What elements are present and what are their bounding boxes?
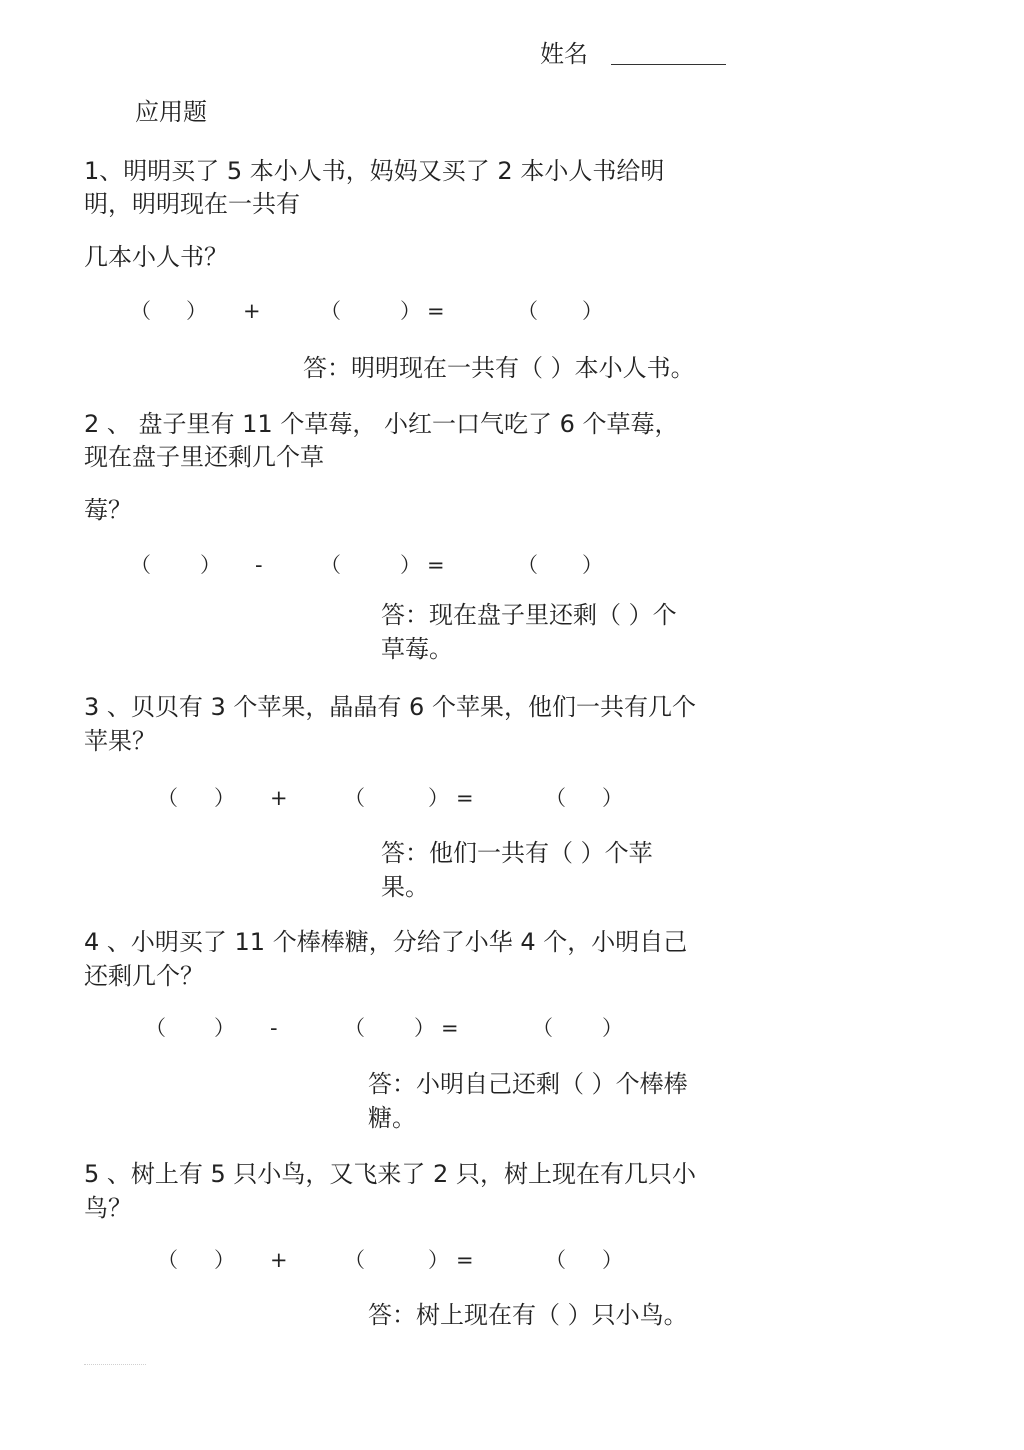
section-title: 应用题 (135, 98, 207, 126)
problem-2-question-line-2: 现在盘子里还剩几个草 (84, 443, 324, 471)
equals-sign: = (427, 553, 445, 577)
blank-open-paren[interactable]: （ (130, 299, 151, 323)
problem-5-answer: 答：树上现在有（ ）只小鸟。 (368, 1301, 688, 1329)
blank-open-paren[interactable]: （ (145, 1016, 166, 1040)
problem-2-answer-line-2: 草莓。 (381, 635, 453, 663)
blank-close-paren[interactable]: ） (428, 786, 449, 810)
problem-1-answer: 答：明明现在一共有（ ）本小人书。 (303, 354, 695, 382)
problem-2-answer-line-1: 答：现在盘子里还剩（ ）个 (381, 601, 677, 629)
blank-close-paren[interactable]: ） (214, 1016, 235, 1040)
blank-open-paren[interactable]: （ (545, 786, 566, 810)
footer-faint-mark (84, 1364, 146, 1365)
minus-operator: - (255, 553, 263, 577)
blank-open-paren[interactable]: （ (320, 299, 341, 323)
blank-close-paren[interactable]: ） (582, 299, 603, 323)
problem-1-question-line-1: 1、明明买了 5 本小人书，妈妈又买了 2 本小人书给明 (84, 157, 665, 185)
plus-operator: + (243, 299, 261, 323)
problem-4-answer-line-1: 答：小明自己还剩（ ）个棒棒 (368, 1070, 688, 1098)
problem-2-question-line-3: 莓？ (84, 496, 132, 524)
minus-operator: - (270, 1016, 278, 1040)
blank-close-paren[interactable]: ） (400, 299, 421, 323)
problem-5-question-line-2: 鸟？ (84, 1194, 132, 1222)
problem-5-question-line-1: 5 、树上有 5 只小鸟，又飞来了 2 只，树上现在有几只小 (84, 1160, 696, 1188)
problem-4-answer-line-2: 糖。 (368, 1104, 416, 1132)
blank-open-paren[interactable]: （ (320, 553, 341, 577)
equals-sign: = (456, 786, 474, 810)
problem-3-answer-line-2: 果。 (381, 873, 429, 901)
blank-open-paren[interactable]: （ (344, 786, 365, 810)
blank-close-paren[interactable]: ） (602, 1016, 623, 1040)
blank-open-paren[interactable]: （ (517, 553, 538, 577)
problem-1-question-line-2: 明，明明现在一共有 (84, 190, 300, 218)
blank-open-paren[interactable]: （ (344, 1248, 365, 1272)
equals-sign: = (441, 1016, 459, 1040)
name-blank-line[interactable] (611, 64, 726, 65)
blank-open-paren[interactable]: （ (130, 553, 151, 577)
blank-open-paren[interactable]: （ (157, 786, 178, 810)
blank-close-paren[interactable]: ） (414, 1016, 435, 1040)
blank-close-paren[interactable]: ） (214, 786, 235, 810)
blank-close-paren[interactable]: ） (186, 299, 207, 323)
problem-3-question-line-2: 苹果？ (84, 727, 156, 755)
blank-close-paren[interactable]: ） (400, 553, 421, 577)
blank-close-paren[interactable]: ） (602, 1248, 623, 1272)
blank-close-paren[interactable]: ） (602, 786, 623, 810)
equals-sign: = (456, 1248, 474, 1272)
problem-4-question-line-2: 还剩几个？ (84, 962, 204, 990)
problem-3-question-line-1: 3 、贝贝有 3 个苹果，晶晶有 6 个苹果，他们一共有几个 (84, 693, 696, 721)
problem-4-question-line-1: 4 、小明买了 11 个棒棒糖，分给了小华 4 个，小明自己 (84, 928, 688, 956)
blank-close-paren[interactable]: ） (582, 553, 603, 577)
blank-open-paren[interactable]: （ (517, 299, 538, 323)
plus-operator: + (270, 1248, 288, 1272)
name-label: 姓名 (540, 40, 588, 68)
problem-3-answer-line-1: 答：他们一共有（ ）个苹 (381, 839, 653, 867)
equals-sign: = (427, 299, 445, 323)
blank-open-paren[interactable]: （ (532, 1016, 553, 1040)
plus-operator: + (270, 786, 288, 810)
blank-open-paren[interactable]: （ (344, 1016, 365, 1040)
problem-1-question-line-3: 几本小人书？ (84, 243, 228, 271)
blank-close-paren[interactable]: ） (200, 553, 221, 577)
blank-close-paren[interactable]: ） (428, 1248, 449, 1272)
blank-open-paren[interactable]: （ (545, 1248, 566, 1272)
problem-2-question-line-1: 2 、 盘子里有 11 个草莓， 小红一口气吃了 6 个草莓， (84, 410, 679, 438)
blank-close-paren[interactable]: ） (214, 1248, 235, 1272)
blank-open-paren[interactable]: （ (157, 1248, 178, 1272)
